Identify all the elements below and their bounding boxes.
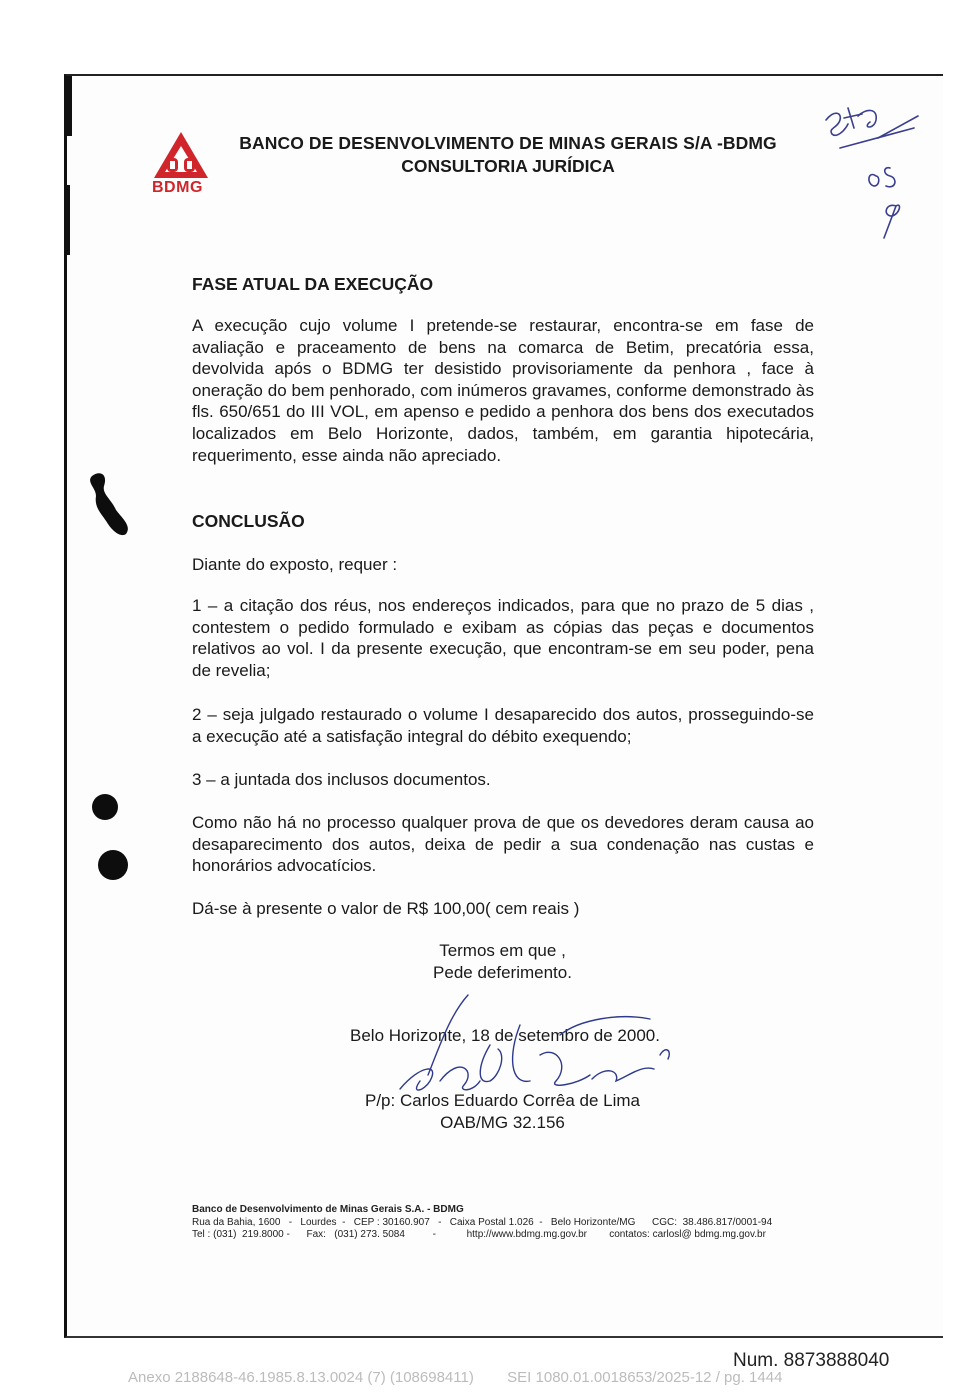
closing-line-1: Termos em que , <box>439 941 566 960</box>
section-heading-conclusao: CONCLUSÃO <box>192 511 305 531</box>
case-value: Dá-se à presente o valor de R$ 100,00( cem reais ) <box>192 899 580 918</box>
letterhead <box>228 133 788 177</box>
department-name: CONSULTORIA JURÍDICA <box>401 156 615 176</box>
bank-name: BANCO DE DESENVOLVIMENTO DE MINAS GERAIS S/A -BDMG <box>239 133 777 153</box>
conclusion-intro: Diante do exposto, requer : <box>192 555 398 574</box>
closing-formula <box>400 940 605 983</box>
footer-address: Rua da Bahia, 1600 - Lourdes - CEP : 30160.907 - Caixa Postal 1.026 - Belo Horizonte/MG CGC: 38.486.817/0001-94 <box>192 1216 773 1228</box>
request-item-3: 3 – a juntada dos inclusos documentos. <box>192 770 491 789</box>
document-number: Num. 8873888040 <box>733 1350 890 1371</box>
registry-stamp: Anexo 2188648-46.1985.8.13.0024 (7) (108698411) SEI 1080.01.0018653/2025-12 / pg. 1444 <box>128 1369 783 1386</box>
paragraph-execucao: A execução cujo volume I pretende-se restaurar, encontra-se em fase de avaliação e praceamento de bens na comarca de Betim, precatória essa, devolvida após o BDMG ter desistido provisoriamente da penhora , face à oneração do bem penhorado, com inúmeros gravames, conforme demonstrado às fls. 650/651 do III VOL, em apenso e pedido a penhora dos bens dos executados localizados em Belo Horizonte, dados, também, em garantia hipotecária, requerimento, esse ainda não apreciado. <box>192 316 814 465</box>
signatory-name: P/p: Carlos Eduardo Corrêa de Lima <box>365 1091 640 1110</box>
punch-hole-mark <box>92 794 118 820</box>
signatory-block <box>350 1090 655 1133</box>
handwritten-page-number-mark <box>818 98 928 248</box>
signatory-oab: OAB/MG 32.156 <box>440 1112 565 1132</box>
letterhead-footer <box>192 1204 772 1242</box>
footer-bank-name: Banco de Desenvolvimento de Minas Gerais S.A. - BDMG <box>192 1204 464 1215</box>
closing-line-2: Pede deferimento. <box>433 962 572 982</box>
section-heading-fase-atual: FASE ATUAL DA EXECUÇÃO <box>192 274 434 294</box>
place-date: Belo Horizonte, 18 de setembro de 2000. <box>350 1026 660 1045</box>
paragraph-custas: Como não há no processo qualquer prova de que os devedores deram causa ao desaparecimento dos autos, deixa de pedir a sua condenação nas custas e honorários advocatícios. <box>192 813 814 876</box>
request-item-2: 2 – seja julgado restaurado o volume I desaparecido dos autos, prosseguindo-se a execução até a satisfação integral do débito exequendo; <box>192 705 814 746</box>
request-item-1: 1 – a citação dos réus, nos endereços indicados, para que no prazo de 5 dias , contestem o pedido formulado e exibam as cópias das peças e documentos relativos ao vol. I da presente execução, que encontram-se em seu poder, pena de revelia; <box>192 596 814 680</box>
logo-text: BDMG <box>152 179 203 196</box>
scan-edge-mark <box>65 185 70 255</box>
punch-hole-mark <box>98 850 128 880</box>
footer-contacts: Tel : (031) 219.8000 - Fax: (031) 273. 5084 - http://www.bdmg.mg.gov.br contatos: carlosl@ bdmg.mg.gov.br <box>192 1229 766 1240</box>
ink-blot-mark <box>86 470 134 540</box>
scan-edge-mark <box>66 76 72 136</box>
